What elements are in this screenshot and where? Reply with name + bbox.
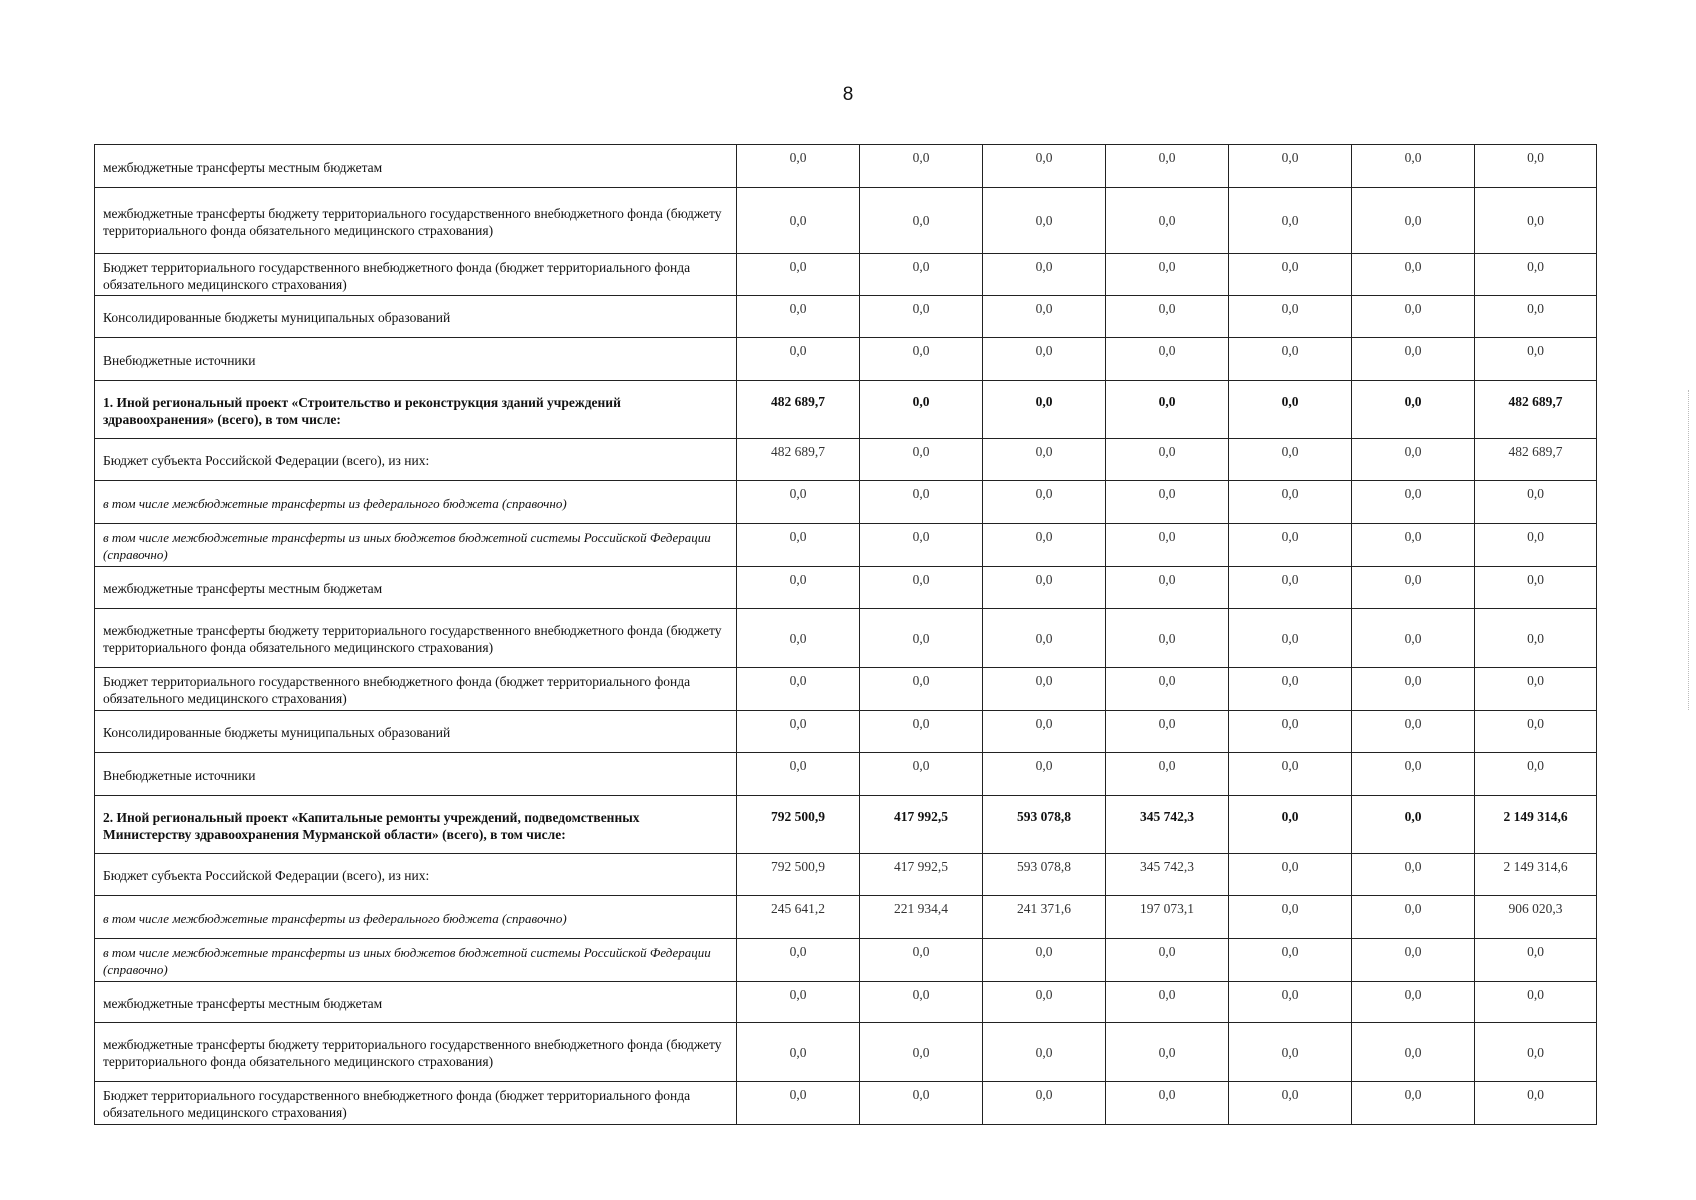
value-cell: 0,0 <box>737 1023 860 1082</box>
value-cell: 0,0 <box>1352 711 1475 753</box>
row-label: Бюджет субъекта Российской Федерации (всего), из них: <box>95 854 737 896</box>
value-cell: 0,0 <box>1106 254 1229 296</box>
value-cell: 0,0 <box>1229 982 1352 1023</box>
value-cell: 0,0 <box>1106 753 1229 796</box>
value-cell: 0,0 <box>983 381 1106 439</box>
value-cell: 0,0 <box>860 145 983 188</box>
value-cell: 0,0 <box>983 296 1106 338</box>
table-row <box>95 524 1597 567</box>
table-row <box>95 1023 1597 1082</box>
value-cell: 0,0 <box>1352 254 1475 296</box>
value-cell: 0,0 <box>860 1023 983 1082</box>
value-cell: 0,0 <box>983 567 1106 609</box>
value-cell: 0,0 <box>737 145 860 188</box>
value-cell: 0,0 <box>1106 711 1229 753</box>
value-cell: 482 689,7 <box>737 381 860 439</box>
value-cell: 0,0 <box>983 254 1106 296</box>
value-cell: 0,0 <box>860 609 983 668</box>
value-cell: 0,0 <box>860 439 983 481</box>
value-cell: 0,0 <box>1229 439 1352 481</box>
table-row <box>95 1082 1597 1125</box>
value-cell: 0,0 <box>737 481 860 524</box>
value-cell: 0,0 <box>1475 254 1597 296</box>
value-cell: 0,0 <box>860 381 983 439</box>
table-row <box>95 854 1597 896</box>
value-cell: 0,0 <box>860 711 983 753</box>
value-cell: 0,0 <box>983 338 1106 381</box>
table-row <box>95 567 1597 609</box>
value-cell: 0,0 <box>1475 609 1597 668</box>
value-cell: 0,0 <box>1475 939 1597 982</box>
value-cell: 0,0 <box>737 982 860 1023</box>
value-cell: 0,0 <box>1106 145 1229 188</box>
table-row <box>95 188 1597 254</box>
value-cell: 0,0 <box>1229 753 1352 796</box>
value-cell: 0,0 <box>737 296 860 338</box>
value-cell: 0,0 <box>860 982 983 1023</box>
row-label: 2. Иной региональный проект «Капитальные ремонты учреждений, подведомственных Министерству здравоохранения Мурманской области» (всего), в том числе: <box>95 796 737 854</box>
table-row <box>95 145 1597 188</box>
value-cell: 0,0 <box>1229 939 1352 982</box>
value-cell: 0,0 <box>737 188 860 254</box>
value-cell: 0,0 <box>983 481 1106 524</box>
value-cell: 245 641,2 <box>737 896 860 939</box>
value-cell: 0,0 <box>1475 711 1597 753</box>
row-label: Бюджет территориального государственного внебюджетного фонда (бюджет территориального фонда обязательного медицинского страхования) <box>95 254 737 296</box>
value-cell: 0,0 <box>1352 338 1475 381</box>
value-cell: 0,0 <box>737 939 860 982</box>
scan-edge-marks <box>1688 390 1691 710</box>
row-label: Консолидированные бюджеты муниципальных образований <box>95 296 737 338</box>
value-cell: 0,0 <box>1352 896 1475 939</box>
value-cell: 0,0 <box>983 668 1106 711</box>
value-cell: 0,0 <box>1352 524 1475 567</box>
value-cell: 0,0 <box>1106 982 1229 1023</box>
value-cell: 0,0 <box>983 609 1106 668</box>
value-cell: 482 689,7 <box>1475 381 1597 439</box>
value-cell: 0,0 <box>860 188 983 254</box>
value-cell: 0,0 <box>1352 296 1475 338</box>
value-cell: 0,0 <box>1229 796 1352 854</box>
value-cell: 0,0 <box>1229 188 1352 254</box>
value-cell: 0,0 <box>1229 381 1352 439</box>
value-cell: 2 149 314,6 <box>1475 854 1597 896</box>
row-label: межбюджетные трансферты местным бюджетам <box>95 567 737 609</box>
value-cell: 0,0 <box>983 1082 1106 1125</box>
row-label: Консолидированные бюджеты муниципальных образований <box>95 711 737 753</box>
value-cell: 0,0 <box>737 524 860 567</box>
row-label: межбюджетные трансферты бюджету территориального государственного внебюджетного фонда (бюджету территориального фонда обязательного медицинского страхования) <box>95 1023 737 1082</box>
value-cell: 0,0 <box>1106 567 1229 609</box>
value-cell: 0,0 <box>1352 753 1475 796</box>
value-cell: 0,0 <box>860 753 983 796</box>
value-cell: 0,0 <box>1229 668 1352 711</box>
value-cell: 0,0 <box>860 524 983 567</box>
table-row <box>95 668 1597 711</box>
table-row <box>95 439 1597 481</box>
value-cell: 0,0 <box>1106 481 1229 524</box>
value-cell: 0,0 <box>1352 609 1475 668</box>
value-cell: 0,0 <box>1229 481 1352 524</box>
value-cell: 0,0 <box>983 939 1106 982</box>
value-cell: 0,0 <box>1352 381 1475 439</box>
value-cell: 0,0 <box>1475 188 1597 254</box>
row-label: Бюджет субъекта Российской Федерации (всего), из них: <box>95 439 737 481</box>
value-cell: 0,0 <box>1106 188 1229 254</box>
value-cell: 0,0 <box>1229 896 1352 939</box>
value-cell: 0,0 <box>1475 145 1597 188</box>
value-cell: 0,0 <box>1229 524 1352 567</box>
value-cell: 0,0 <box>983 188 1106 254</box>
value-cell: 0,0 <box>1352 854 1475 896</box>
table-row <box>95 609 1597 668</box>
table-row <box>95 896 1597 939</box>
value-cell: 0,0 <box>1475 668 1597 711</box>
value-cell: 345 742,3 <box>1106 796 1229 854</box>
value-cell: 0,0 <box>737 567 860 609</box>
value-cell: 0,0 <box>983 1023 1106 1082</box>
value-cell: 0,0 <box>1475 296 1597 338</box>
value-cell: 0,0 <box>1352 668 1475 711</box>
value-cell: 0,0 <box>1352 796 1475 854</box>
value-cell: 0,0 <box>860 567 983 609</box>
value-cell: 0,0 <box>1229 609 1352 668</box>
value-cell: 345 742,3 <box>1106 854 1229 896</box>
value-cell: 221 934,4 <box>860 896 983 939</box>
value-cell: 0,0 <box>1106 338 1229 381</box>
value-cell: 0,0 <box>983 145 1106 188</box>
value-cell: 0,0 <box>1352 439 1475 481</box>
value-cell: 0,0 <box>1475 1082 1597 1125</box>
value-cell: 0,0 <box>1352 481 1475 524</box>
value-cell: 906 020,3 <box>1475 896 1597 939</box>
value-cell: 0,0 <box>1475 982 1597 1023</box>
value-cell: 197 073,1 <box>1106 896 1229 939</box>
value-cell: 0,0 <box>737 338 860 381</box>
value-cell: 0,0 <box>1229 1082 1352 1125</box>
budget-table <box>94 144 1597 1125</box>
table-row <box>95 711 1597 753</box>
value-cell: 0,0 <box>1352 1082 1475 1125</box>
value-cell: 792 500,9 <box>737 854 860 896</box>
value-cell: 241 371,6 <box>983 896 1106 939</box>
value-cell: 0,0 <box>1106 381 1229 439</box>
value-cell: 482 689,7 <box>1475 439 1597 481</box>
value-cell: 593 078,8 <box>983 854 1106 896</box>
value-cell: 0,0 <box>983 524 1106 567</box>
table-row <box>95 254 1597 296</box>
value-cell: 0,0 <box>860 1082 983 1125</box>
value-cell: 0,0 <box>1106 439 1229 481</box>
row-label: межбюджетные трансферты бюджету территориального государственного внебюджетного фонда (бюджету территориального фонда обязательного медицинского страхования) <box>95 188 737 254</box>
value-cell: 0,0 <box>860 668 983 711</box>
row-label: в том числе межбюджетные трансферты из федерального бюджета (справочно) <box>95 896 737 939</box>
value-cell: 0,0 <box>1352 982 1475 1023</box>
table-row <box>95 381 1597 439</box>
value-cell: 0,0 <box>983 982 1106 1023</box>
value-cell: 0,0 <box>983 439 1106 481</box>
value-cell: 0,0 <box>1352 1023 1475 1082</box>
value-cell: 0,0 <box>1106 609 1229 668</box>
row-label: межбюджетные трансферты бюджету территориального государственного внебюджетного фонда (бюджету территориального фонда обязательного медицинского страхования) <box>95 609 737 668</box>
value-cell: 0,0 <box>983 711 1106 753</box>
value-cell: 0,0 <box>860 939 983 982</box>
table-row <box>95 796 1597 854</box>
value-cell: 0,0 <box>737 609 860 668</box>
value-cell: 0,0 <box>1352 188 1475 254</box>
table-row <box>95 338 1597 381</box>
value-cell: 0,0 <box>1475 481 1597 524</box>
table-row <box>95 982 1597 1023</box>
value-cell: 482 689,7 <box>737 439 860 481</box>
value-cell: 0,0 <box>983 753 1106 796</box>
value-cell: 0,0 <box>1475 753 1597 796</box>
row-label: в том числе межбюджетные трансферты из иных бюджетов бюджетной системы Российской Федерации (справочно) <box>95 939 737 982</box>
value-cell: 0,0 <box>1106 1023 1229 1082</box>
value-cell: 0,0 <box>1106 524 1229 567</box>
row-label: Внебюджетные источники <box>95 338 737 381</box>
value-cell: 0,0 <box>737 254 860 296</box>
value-cell: 0,0 <box>860 296 983 338</box>
value-cell: 0,0 <box>1352 567 1475 609</box>
value-cell: 0,0 <box>1106 296 1229 338</box>
value-cell: 2 149 314,6 <box>1475 796 1597 854</box>
value-cell: 0,0 <box>1475 567 1597 609</box>
value-cell: 0,0 <box>1352 145 1475 188</box>
value-cell: 0,0 <box>1229 854 1352 896</box>
row-label: Бюджет территориального государственного внебюджетного фонда (бюджет территориального фонда обязательного медицинского страхования) <box>95 1082 737 1125</box>
value-cell: 0,0 <box>1229 338 1352 381</box>
value-cell: 0,0 <box>1229 254 1352 296</box>
value-cell: 0,0 <box>1475 1023 1597 1082</box>
value-cell: 0,0 <box>1475 524 1597 567</box>
value-cell: 0,0 <box>860 254 983 296</box>
row-label: межбюджетные трансферты местным бюджетам <box>95 982 737 1023</box>
page-number: 8 <box>842 84 854 105</box>
value-cell: 0,0 <box>737 668 860 711</box>
table-row <box>95 939 1597 982</box>
row-label: в том числе межбюджетные трансферты из федерального бюджета (справочно) <box>95 481 737 524</box>
value-cell: 0,0 <box>860 338 983 381</box>
value-cell: 593 078,8 <box>983 796 1106 854</box>
value-cell: 0,0 <box>1229 145 1352 188</box>
row-label: 1. Иной региональный проект «Строительство и реконструкция зданий учреждений здравоохранения» (всего), в том числе: <box>95 381 737 439</box>
value-cell: 0,0 <box>1106 1082 1229 1125</box>
value-cell: 0,0 <box>1229 296 1352 338</box>
value-cell: 0,0 <box>1229 1023 1352 1082</box>
value-cell: 0,0 <box>1229 711 1352 753</box>
row-label: межбюджетные трансферты местным бюджетам <box>95 145 737 188</box>
value-cell: 0,0 <box>1106 939 1229 982</box>
value-cell: 0,0 <box>737 711 860 753</box>
value-cell: 0,0 <box>1229 567 1352 609</box>
value-cell: 792 500,9 <box>737 796 860 854</box>
value-cell: 0,0 <box>1475 338 1597 381</box>
value-cell: 0,0 <box>1352 939 1475 982</box>
row-label: в том числе межбюджетные трансферты из иных бюджетов бюджетной системы Российской Федерации (справочно) <box>95 524 737 567</box>
value-cell: 0,0 <box>737 1082 860 1125</box>
table-row <box>95 296 1597 338</box>
row-label: Бюджет территориального государственного внебюджетного фонда (бюджет территориального фонда обязательного медицинского страхования) <box>95 668 737 711</box>
value-cell: 0,0 <box>1106 668 1229 711</box>
value-cell: 417 992,5 <box>860 854 983 896</box>
table-row <box>95 481 1597 524</box>
budget-table-body <box>95 145 1597 1125</box>
value-cell: 417 992,5 <box>860 796 983 854</box>
value-cell: 0,0 <box>737 753 860 796</box>
row-label: Внебюджетные источники <box>95 753 737 796</box>
value-cell: 0,0 <box>860 481 983 524</box>
table-row <box>95 753 1597 796</box>
